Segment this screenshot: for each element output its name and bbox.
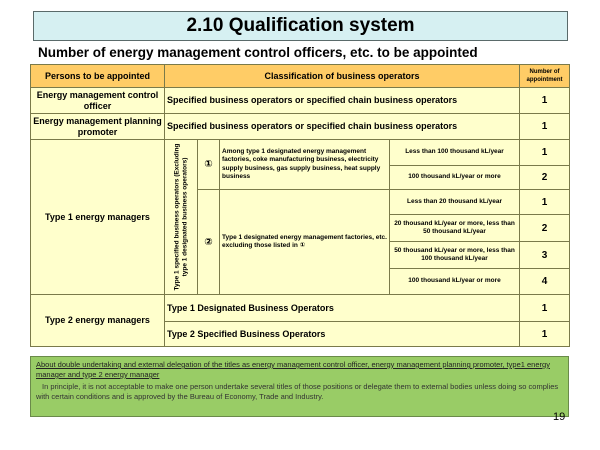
- note-box: [30, 356, 569, 417]
- group-b-tier-number: 3: [520, 242, 570, 269]
- group-b-tier-condition: 20 thousand kL/year or more, less than 50 thousand kL/year: [390, 215, 520, 242]
- page-number: 19: [553, 411, 566, 423]
- group-b-description: Type 1 designated energy management factories, etc. excluding those listed in ①: [220, 190, 390, 295]
- person-planning-promoter: Energy management planning promoter: [31, 114, 165, 140]
- classification-type2: Type 1 Designated Business Operators: [165, 295, 520, 322]
- group-a-tier-condition: Less than 100 thousand kL/year: [390, 140, 520, 166]
- table-row: [31, 295, 570, 322]
- person-type2: Type 2 energy managers: [31, 295, 165, 347]
- group-b-tier-number: 1: [520, 190, 570, 215]
- header-classification: Classification of business operators: [165, 65, 520, 88]
- group-b-tier-condition: Less than 20 thousand kL/year: [390, 190, 520, 215]
- group-a-tier-number: 1: [520, 140, 570, 166]
- classification-type2: Type 2 Specified Business Operators: [165, 322, 520, 347]
- person-control-officer: Energy management control officer: [31, 88, 165, 114]
- classification-planning-promoter: Specified business operators or specified chain business operators: [165, 114, 520, 140]
- group-a-tier-number: 2: [520, 166, 570, 190]
- type1-vertical-cell: [165, 140, 198, 295]
- slide-subtitle: Number of energy management control officers, etc. to be appointed: [38, 45, 478, 60]
- number-type2: 1: [520, 295, 570, 322]
- table-row: [31, 114, 570, 140]
- group-b-tier-number: 2: [520, 215, 570, 242]
- table-row: [31, 88, 570, 114]
- number-type2: 1: [520, 322, 570, 347]
- number-planning-promoter: 1: [520, 114, 570, 140]
- header-persons: Persons to be appointed: [31, 65, 165, 88]
- group-a-marker: ①: [198, 140, 220, 190]
- note-body: In principle, it is not acceptable to make one person undertake several titles of those positions or delegate them to external bodies unless doing so complies with certain conditions and is approved by the Bureau of Economy, Trade and Industry.: [36, 382, 559, 401]
- group-a-tier-condition: 100 thousand kL/year or more: [390, 166, 520, 190]
- group-a-description: Among type 1 designated energy management factories, coke manufacturing business, electricity supply business, gas supply business, heat supply business: [220, 140, 390, 190]
- group-b-tier-condition: 100 thousand kL/year or more: [390, 269, 520, 295]
- group-b-tier-number: 4: [520, 269, 570, 295]
- group-b-marker: ②: [198, 190, 220, 295]
- table-header-row: [31, 65, 570, 88]
- number-control-officer: 1: [520, 88, 570, 114]
- slide-title: 2.10 Qualification system: [33, 11, 568, 41]
- header-number: Number of appointment: [520, 65, 570, 88]
- qualification-table: [30, 64, 570, 347]
- table-row: [31, 140, 570, 166]
- note-heading: About double undertaking and external delegation of the titles as energy management control officer, energy management planning promoter, type1 energy manager and type 2 energy manager: [36, 360, 550, 379]
- group-b-tier-condition: 50 thousand kL/year or more, less than 100 thousand kL/year: [390, 242, 520, 269]
- type1-vertical-label: Type 1 specified business operators (Excluding type 1 designated business operators): [173, 143, 188, 291]
- classification-control-officer: Specified business operators or specified chain business operators: [165, 88, 520, 114]
- person-type1: Type 1 energy managers: [31, 140, 165, 295]
